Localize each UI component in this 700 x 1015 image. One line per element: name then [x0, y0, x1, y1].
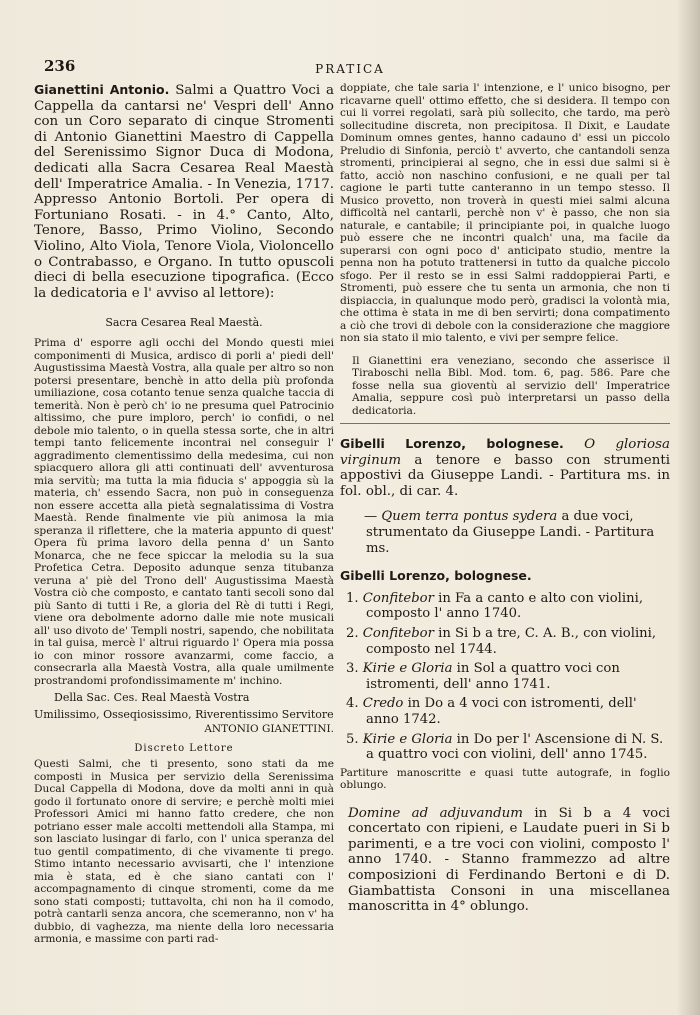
entry2-title: O gloriosa virginum — [340, 437, 670, 468]
continuation-text: doppiate, che tale saria l' intenzione, e l' unico bisogno, per ricavarne quell' ottimo effetto, che si desidera. Il tempo con cui li vorrei regolati, sarà più sollecito, che tardo, ma però sollecitudine discreta, non precipitosa. Il Dixit, e Laudate Dominum omnes gentes, hanno cadauno d' essi un piccolo Preludio di Sinfonia, perciò t' avverto, che cantandoli senza stromenti, principierai al segno, che in essi due salmi si è fatto, acciò non naschino confusioni, e ne quali per tal cagione le parti tutte canteranno in un tempo stesso. Il Musico provetto, non troverà in questi miei salmi alcuna difficoltà nel cantarli, perchè non v' è passo, che non sia naturale, e cantabile; il principiante poi, in qualche luogo può essere che ne incontri qualch' una, ma facile da superarsi con ogni poco d' anticipato studio, mentre la penna non ha potuto trattenersi in tutto da qualche piccolo sfogo. Per il resto se in essi Salmi raddoppierai Parti, e Stromenti, può essere che tu senta un armonia, che non ti dispiaccia, in qualunque modo però, gradisci la volontà mia, che ottima è stata in me di ben servirti; dona compatimento a ciò che trovi di debole con la considerazione che maggiore non sia stato il mio talento, e vivi per sempre felice. — [340, 82, 670, 344]
entry4-author: Gibelli Lorenzo, bolognese. — [340, 568, 532, 584]
final-text: in Si b a 4 voci concertato con ripieni, e Laudate pueri in Si b parimenti, e a tre voci con violini, composto l' anno 1740. - Stanno frammezzo ad altre composizioni di Ferdinando Bertoni e di D. Giambattista Consoni in una miscellanea manoscritta in 4° oblungo. — [348, 805, 670, 915]
gibelli-entry-3 — [340, 568, 670, 585]
dedication-heading: Sacra Cesarea Real Maestà. — [105, 316, 263, 330]
entry-text: Salmi a Quattro Voci a Cappella da cantarsi ne' Vespri dell' Anno con un Coro separato di cinque Stromenti di Antonio Gianettini Maestro di Cappella del Serenissimo Signor Duca di Modona, dedicati alla Sacra Cesarea Real Maestà dell' Imperatrice Amalia. - In Venezia, 1717. Appresso Antonio Bortoli. Per opera di Fortuniano Rosati. - in 4.° Canto, Alto, Tenore, Basso, Primo Violino, Secondo Violino, Alto Viola, Tenore Viola, Violoncello o Contrabasso, e Organo. In tutto opuscoli dieci di bella esecuzione tipografica. (Ecco la dedicatoria e l' avviso al lettore): — [34, 83, 334, 301]
gibelli-entry-1 — [340, 436, 670, 499]
final-title: Domine ad adjuvandum — [348, 805, 523, 821]
page-number: 236 — [44, 57, 76, 75]
list-item: 5. Kirie e Gloria in Do per l' Ascensione di N. S. a quattro voci con violini, dell' anno 1745. — [346, 731, 664, 763]
signature-line-1: Della Sac. Ces. Real Maestà Vostra — [54, 691, 250, 705]
discreto-heading: Discreto Lettore — [134, 743, 234, 755]
works-list — [340, 591, 670, 763]
list-item: 2. Confitebor in Si b a tre, C. A. B., con violini, composto nel 1744. — [346, 625, 657, 657]
partiture-note: Partiture manoscritte e quasi tutte autografe, in foglio oblungo. — [340, 766, 670, 792]
entry2-author: Gibelli Lorenzo, bolognese. — [340, 436, 564, 451]
footnote: Il Gianettini era veneziano, secondo che asserisce il Tiraboschi nella Bibl. Mod. tom. 6, pag. 586. Pare che fosse nella sua gioventù al servizio dell' Imperatrice Amalia, seppure così può interpretarsi un passo della dedicatoria. — [352, 354, 670, 417]
gianettini-entry — [34, 82, 334, 301]
entry3-title: Quem terra pontus sydera — [381, 509, 558, 525]
list-item: 3. Kirie e Gloria in Sol a quattro voci con istromenti, dell' anno 1741. — [346, 661, 620, 692]
list-item: 1. Confitebor in Fa a canto e alto con violini, composto l' anno 1740. — [346, 590, 644, 622]
running-title: PRATICA — [315, 62, 385, 76]
list-item: 4. Credo in Do a 4 voci con istromenti, dell' anno 1742. — [346, 696, 637, 727]
final-entry — [340, 806, 670, 915]
signature-line-2: Umilissimo, Osseqiosissimo, Riverentissimo Servitore — [34, 708, 334, 722]
divider — [340, 423, 670, 424]
right-column — [340, 82, 670, 915]
entry-author: Gianettini Antonio. — [34, 82, 170, 97]
dedication-text: Prima d' esporre agli occhi del Mondo questi miei componimenti di Musica, ardisco di porli a' piedi dell' Augustissima Maestà Vostra, alla quale per altro so non potersi presentare, benchè in atto della più profonda umiliazione, cosa cotanto tenue senza qualche taccia di temerità. Non è però ch' io ne presuma quel Patrocinio altissimo, che pure imploro, perch' io confidi, o nel debole mio talento, o in quella stessa sorte, che in altri tempi tanto felicemente incontrai nel conseguir l' aggradimento clementissimo della medesima, cui non spiacquero allora gli atti continuati dell' avventurosa mia servitù; ma tutta la mia fiducia s' appoggia sù la materia, ch' essendo Sacra, non può in conseguenza non essere accetta alla pietà segnalatissima di Vostra Maestà. Rende finalmente vie più animosa la mia speranza il riflettere, che la materia appunto di quest' Opera fù prima lavoro della penna d' un Santo Monarca, che ne fece spiccar la melodia su la sua Profetica Cetra. Deposito adunque senza titubanza veruna a' piè del Trono dell' Augustissima Maestà Vostra ciò che composto, e cantato tanti secoli sono dal più Santo di tutti i Re, a gloria del Rè di tutti i Regi, viene ora debolmente adorno dalle mie note musicali all' uso divoto de' Templi nostri, sapendo, che nobilitata in tal guisa, mercè l' altrui riguardo l' Opera mia possa io con minor rossore avanzarmi, come faccio, a consecrarla alla Maestà Vostra, alla quale umilmente prostrandomi profondissimamente m' inchino. — [34, 337, 335, 687]
signature-name: ANTONIO GIANETTINI. — [204, 723, 334, 736]
entry3-text: a due voci, strumentato da Giuseppe Landi. - Partitura ms. — [366, 509, 655, 556]
discreto-text: Questi Salmi, che ti presento, sono stati da me composti in Musica per servizio della Serenissima Ducal Cappella di Modona, dove da molti anni in quà godo il fortunato onore di servire; e perchè molti miei Professori Amici mi hanno fatto credere, che non potriano esser male accolti mettendoli alla Stampa, mi son lasciato lusingar di farlo, con l' unica speranza del tuo gentil compatimento, di che vivamente ti prego. Stimo intanto necessario avvisarti, che l' intenzione mia è stata, ed è che siano cantati con l' accompagnamento di cinque stromenti, come da me sono stati composti; tuttavolta, chi non ha il comodo, potrà cantarli senza ancora, che scemeranno, non v' ha dubbio, di vaghezza, ma niente della loro necessaria armonia, e massime con parti rad- — [34, 758, 334, 946]
left-column — [34, 82, 334, 946]
entry2-text: a tenore e basso con strumenti appostivi da Giuseppe Landi. - Partitura ms. in fol. obl., di car. 4. — [340, 452, 670, 499]
gibelli-entry-2: — Quem terra pontus sydera a due voci, strumentato da Giuseppe Landi. - Partitura ms. — [364, 509, 655, 556]
page-edge-shadow — [676, 0, 700, 1015]
